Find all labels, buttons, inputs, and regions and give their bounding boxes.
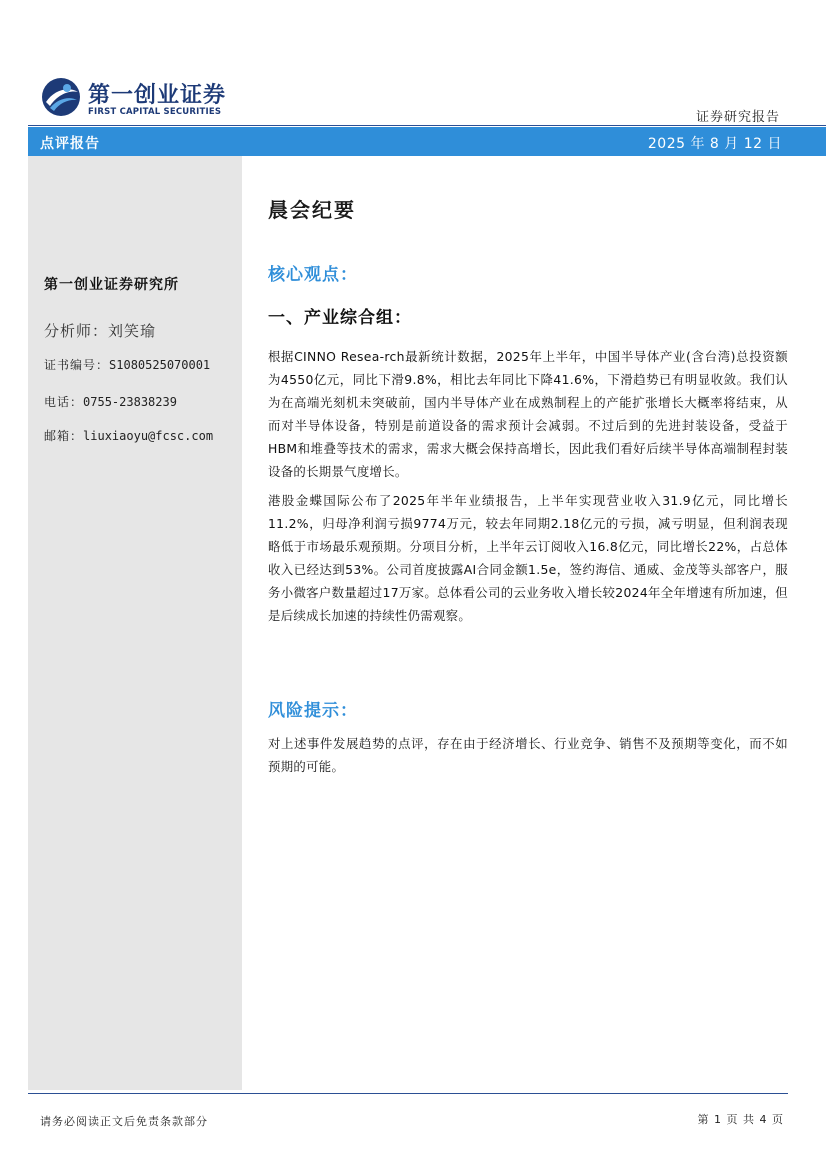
logo-english-name: FIRST CAPITAL SECURITIES <box>88 107 222 117</box>
footer-divider <box>28 1093 788 1094</box>
globe-logo-icon <box>40 76 82 118</box>
report-category: 点评报告 <box>40 136 100 152</box>
analyst-sidebar <box>28 156 242 1090</box>
research-institute-name: 第一创业证券研究所 <box>44 277 179 293</box>
phone-line <box>44 393 177 410</box>
page-number: 第 1 页 共 4 页 <box>697 1113 784 1126</box>
paragraph-semiconductor: 根据CINNO Resea-rch最新统计数据，2025年上半年，中国半导体产业(含台湾)总投资额为4550亿元，同比下滑9.8%，相比去年同比下降41.6%，下滑趋势已有明显收敛。我们认为在高端光刻机未突破前，国内半导体产业在成熟制程上的产能扩张增长大概率将结束，从而对半导体设备，特别是前道设备的需求预计会减弱。不过后到的先进封装设备，受益于HBM和堆叠等技术的需求，需求大概会保持高增长，因此我们看好后续半导体高端制程封装设备的长期景气度增长。 <box>268 349 788 479</box>
phone-number: 0755-23838239 <box>83 395 177 409</box>
header-divider <box>28 125 826 126</box>
email-address[interactable]: liuxiaoyu@fcsc.com <box>83 429 214 443</box>
email-line <box>44 427 213 444</box>
disclaimer-note: 请务必阅读正文后免责条款部分 <box>40 1115 208 1128</box>
paragraph-kingdee: 港股金蝶国际公布了2025年半年业绩报告，上半年实现营业收入31.9亿元，同比增长11.2%，归母净利润亏损9774万元，较去年同期2.18亿元的亏损，减亏明显，但利润表现略低于市场最乐观预期。分项目分析，上半年云订阅收入16.8亿元，同比增长22%，占总体收入已经达到53%。公司首度披露AI合同金额1.5e，签约海信、通威、金茂等头部客户，服务小微客户数量超过17万家。总体看公司的云业务收入增长较2024年全年增速有所加速，但是后续成长加速的持续性仍需观察。 <box>268 493 788 623</box>
phone-label: 电话： <box>44 395 84 409</box>
company-logo <box>40 76 240 124</box>
page-title: 晨会纪要 <box>268 198 356 222</box>
email-label: 邮箱： <box>44 429 84 443</box>
risk-heading: 风险提示： <box>268 701 358 721</box>
risk-text: 对上述事件发展趋势的点评，存在由于经济增长、行业竞争、销售不及预期等变化，而不如预期的可能。 <box>268 736 788 774</box>
certificate-line <box>44 356 210 373</box>
core-views-heading: 核心观点： <box>268 265 358 285</box>
analyst-name: 分析师：刘笑瑜 <box>44 322 157 340</box>
certificate-label: 证书编号： <box>44 358 110 372</box>
logo-chinese-name: 第一创业证券 <box>88 82 227 108</box>
report-date: 2025 年 8 月 12 日 <box>647 136 782 152</box>
section-industry-heading: 一、产业综合组： <box>268 308 412 328</box>
report-type-label: 证券研究报告 <box>695 110 780 125</box>
report-banner <box>28 127 826 156</box>
certificate-number: S1080525070001 <box>109 358 211 372</box>
